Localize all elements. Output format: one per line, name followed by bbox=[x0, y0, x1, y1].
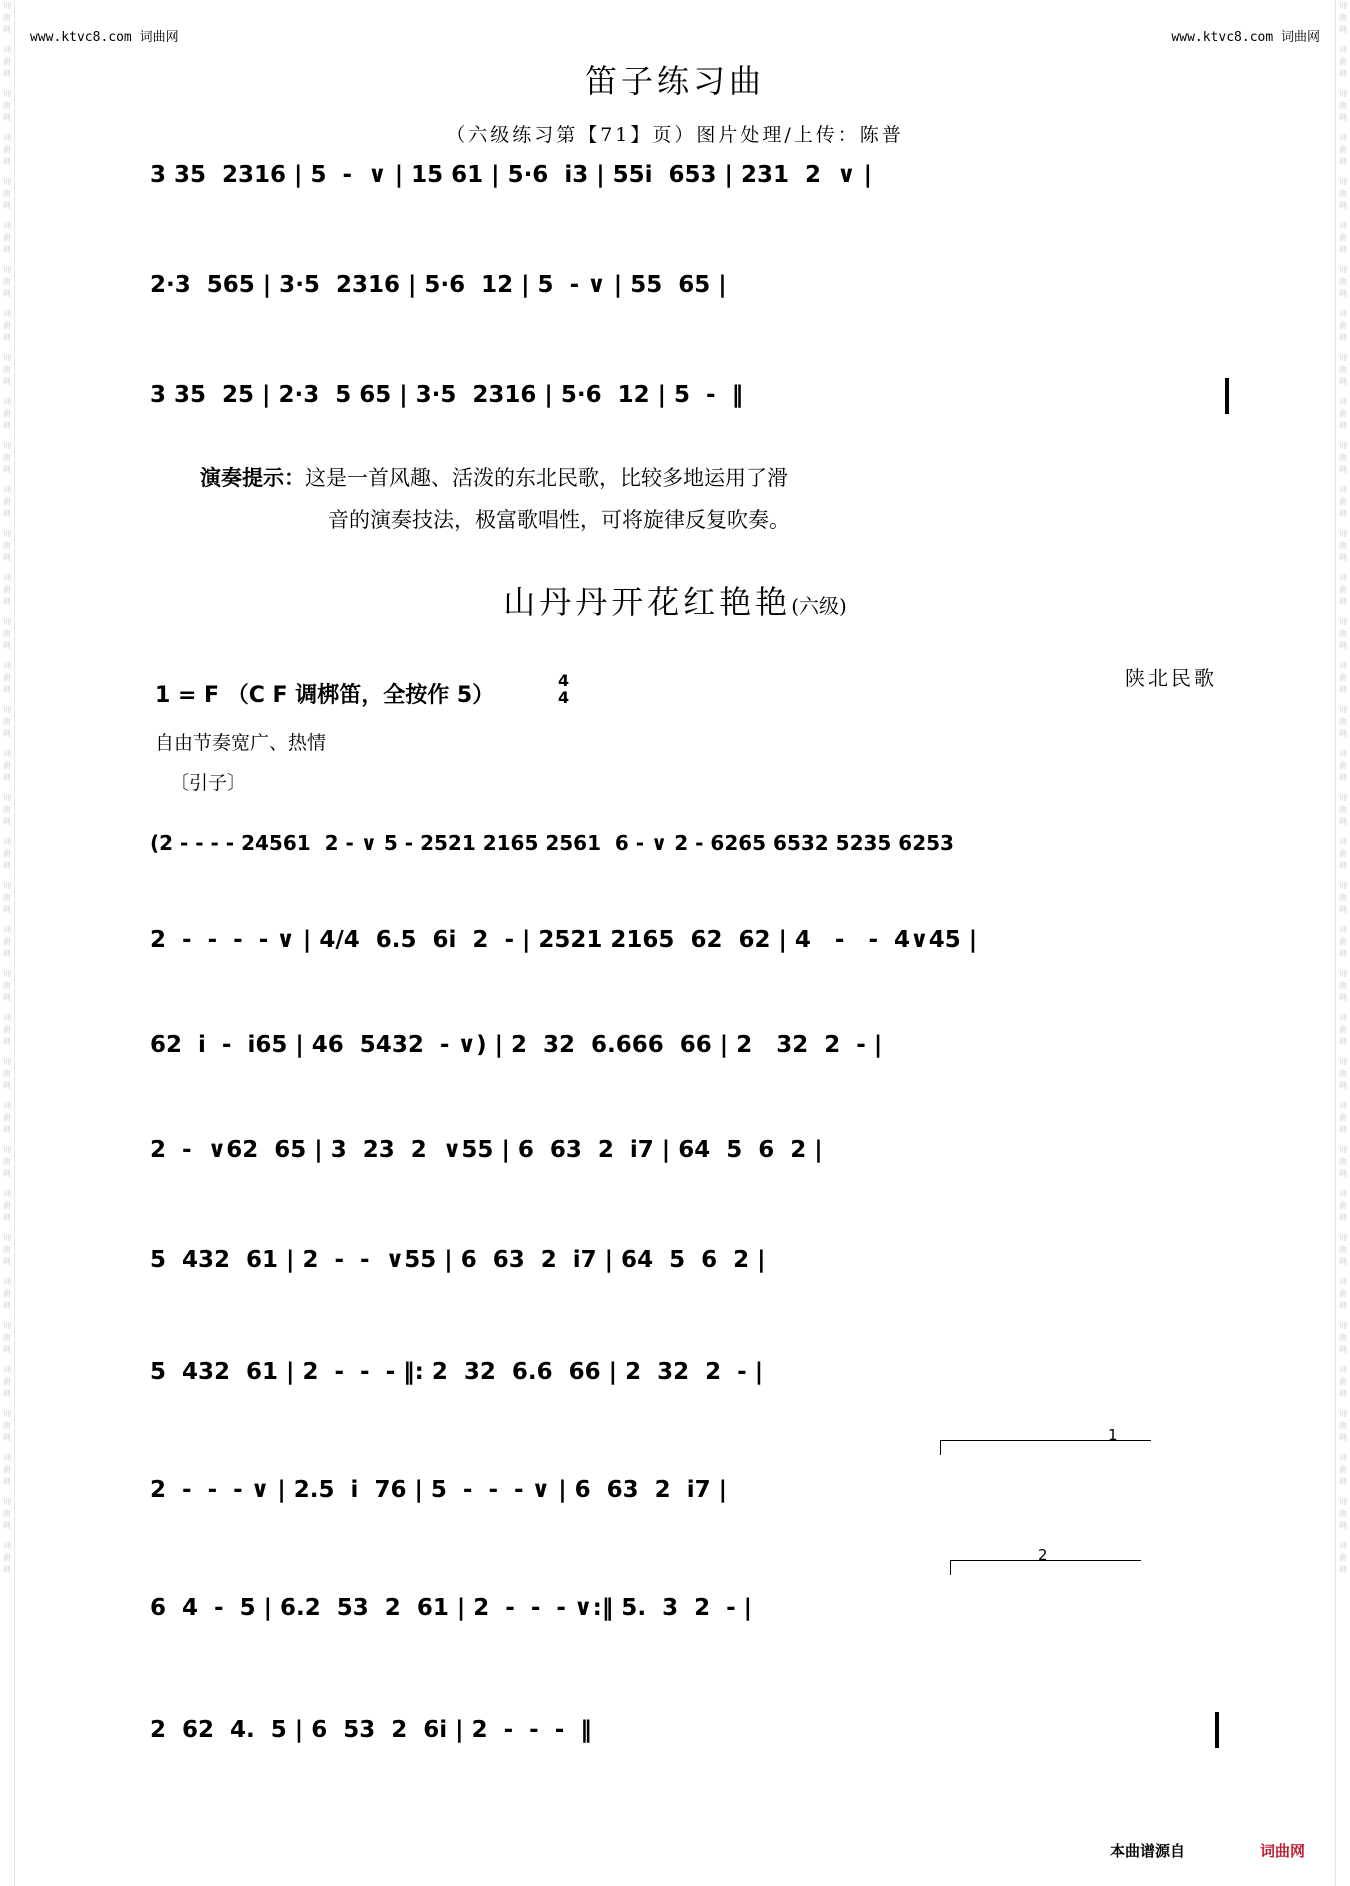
side-watermark-text: 词 曲 网 bbox=[3, 1145, 11, 1178]
side-watermark-text: 词 曲 网 bbox=[3, 1277, 11, 1310]
header-site-left: www.ktvc8.com 词曲网 bbox=[30, 30, 179, 45]
jianpu-notes: 5 432 61 | 2 - - ∨55 | 6 63 2 i7 | 64 5 6 2 | bbox=[150, 1247, 766, 1273]
piece2-staff-line-3 bbox=[150, 1025, 1225, 1065]
side-watermark-text: 词 曲 网 bbox=[3, 45, 11, 78]
side-watermark-text: 词 曲 网 bbox=[3, 1321, 11, 1354]
jianpu-notes: 2 - - - - ∨ | 4/4 6.5 6i 2 - | 2521 2165 62 62 | 4 - - 4∨45 | bbox=[150, 927, 978, 953]
tempo-marking: 自由节奏宽广、热情 bbox=[155, 732, 327, 754]
side-watermark-text: 词 曲 网 bbox=[1339, 1409, 1347, 1442]
section-label: 〔引子〕 bbox=[170, 772, 247, 794]
piece1-staff-line-1 bbox=[150, 155, 1225, 195]
header-site-right: www.ktvc8.com 词曲网 bbox=[1171, 30, 1320, 45]
footer-source-label: 本曲谱源自 bbox=[1110, 1842, 1186, 1860]
side-watermark-text: 词 曲 网 bbox=[1339, 969, 1347, 1002]
side-watermark-text: 词 曲 网 bbox=[1339, 1233, 1347, 1266]
final-barline bbox=[1225, 378, 1229, 414]
side-watermark-text: 词 曲 网 bbox=[3, 617, 11, 650]
side-watermark-text: 词 曲 网 bbox=[3, 1497, 11, 1530]
footer-site-name: 词曲网 bbox=[1260, 1842, 1306, 1860]
side-watermark-text: 词 曲 网 bbox=[1339, 265, 1347, 298]
side-watermark-text: 词 曲 网 bbox=[1339, 221, 1347, 254]
key-signature: 1 = F （C F 调梆笛，全按作 5） bbox=[155, 683, 495, 708]
side-watermark-text: 词 曲 网 bbox=[3, 705, 11, 738]
side-watermark-text: 词 曲 网 bbox=[3, 89, 11, 122]
side-watermark-text: 词 曲 网 bbox=[3, 969, 11, 1002]
left-watermark-strip bbox=[0, 0, 15, 1886]
side-watermark-text: 词 曲 网 bbox=[1339, 1189, 1347, 1222]
side-watermark-text: 词 曲 网 bbox=[3, 837, 11, 870]
jianpu-notes: 5 432 61 | 2 - - - ‖: 2 32 6.6 66 | 2 32 2 - | bbox=[150, 1359, 764, 1385]
side-watermark-text: 词 曲 网 bbox=[1339, 749, 1347, 782]
side-watermark-text: 词 曲 网 bbox=[3, 1057, 11, 1090]
side-watermark-text: 词 曲 网 bbox=[3, 133, 11, 166]
side-watermark-text: 词 曲 网 bbox=[3, 309, 11, 342]
piece1-subtitle: （六级练习第【71】页）图片处理/上传：陈普 bbox=[446, 124, 904, 146]
piece2-staff-line-9 bbox=[150, 1710, 1225, 1750]
performance-tip-label: 演奏提示： bbox=[200, 465, 305, 490]
side-watermark-text: 词 曲 网 bbox=[3, 1101, 11, 1134]
jianpu-notes: 6 4 - 5 | 6.2 53 2 61 | 2 - - - ∨:‖ 5. 3 2 - | bbox=[150, 1595, 753, 1621]
volta-1-label: 1 bbox=[1108, 1426, 1118, 1444]
side-watermark-text: 词 曲 网 bbox=[1339, 309, 1347, 342]
side-watermark-text: 词 曲 网 bbox=[1339, 397, 1347, 430]
side-watermark-text: 词 曲 网 bbox=[1339, 1365, 1347, 1398]
side-watermark-text: 词 曲 网 bbox=[3, 441, 11, 474]
side-watermark-text: 词 曲 网 bbox=[3, 1409, 11, 1442]
piece2-staff-line-7 bbox=[150, 1470, 1225, 1510]
side-watermark-text: 词 曲 网 bbox=[1339, 837, 1347, 870]
side-watermark-text: 词 曲 网 bbox=[3, 1233, 11, 1266]
side-watermark-text: 词 曲 网 bbox=[1339, 793, 1347, 826]
side-watermark-text: 词 曲 网 bbox=[1339, 881, 1347, 914]
side-watermark-text: 词 曲 网 bbox=[3, 1, 11, 34]
side-watermark-text: 词 曲 网 bbox=[1339, 177, 1347, 210]
side-watermark-text: 词 曲 网 bbox=[3, 1453, 11, 1486]
volta-2-label: 2 bbox=[1038, 1546, 1048, 1564]
jianpu-notes: 62 i - i65 | 46 5432 - ∨) | 2 32 6.666 66 | 2 32 2 - | bbox=[150, 1032, 883, 1058]
right-watermark-strip bbox=[1335, 0, 1350, 1886]
time-signature-top: 4 bbox=[558, 671, 570, 690]
side-watermark-text: 词 曲 网 bbox=[1339, 89, 1347, 122]
side-watermark-text: 词 曲 网 bbox=[3, 265, 11, 298]
piece2-title-text: 山丹丹开花红艳艳 bbox=[503, 583, 792, 621]
song-origin: 陕北民歌 bbox=[1125, 666, 1217, 690]
final-barline bbox=[1215, 1712, 1219, 1748]
piece2-title bbox=[0, 577, 1350, 623]
side-watermark-text: 词 曲 网 bbox=[1339, 617, 1347, 650]
side-watermark-text: 词 曲 网 bbox=[1339, 661, 1347, 694]
side-watermark-text: 词 曲 网 bbox=[3, 1541, 11, 1574]
piece1-staff-line-3 bbox=[150, 375, 1225, 415]
side-watermark-text: 词 曲 网 bbox=[3, 353, 11, 386]
performance-tip-text-2: 音的演奏技法，极富歌唱性，可将旋律反复吹奏。 bbox=[328, 508, 790, 532]
side-watermark-text: 词 曲 网 bbox=[1339, 1497, 1347, 1530]
side-watermark-text: 词 曲 网 bbox=[3, 1365, 11, 1398]
side-watermark-text: 词 曲 网 bbox=[1339, 529, 1347, 562]
side-watermark-text: 词 曲 网 bbox=[1339, 45, 1347, 78]
piece1-staff-line-2 bbox=[150, 265, 1225, 305]
side-watermark-text: 词 曲 网 bbox=[3, 1013, 11, 1046]
piece1-title: 笛子练习曲 bbox=[584, 62, 765, 100]
piece2-staff-line-1 bbox=[150, 823, 1225, 863]
side-watermark-text: 词 曲 网 bbox=[1339, 1013, 1347, 1046]
time-signature bbox=[558, 672, 569, 706]
side-watermark-text: 词 曲 网 bbox=[1339, 1145, 1347, 1178]
side-watermark-text: 词 曲 网 bbox=[1339, 1057, 1347, 1090]
side-watermark-text: 词 曲 网 bbox=[3, 793, 11, 826]
side-watermark-text: 词 曲 网 bbox=[3, 177, 11, 210]
side-watermark-text: 词 曲 网 bbox=[1339, 485, 1347, 518]
piece2-staff-line-2 bbox=[150, 920, 1225, 960]
side-watermark-text: 词 曲 网 bbox=[1339, 133, 1347, 166]
performance-tip-text-1: 这是一首风趣、活泼的东北民歌，比较多地运用了滑 bbox=[305, 466, 788, 490]
side-watermark-text: 词 曲 网 bbox=[3, 881, 11, 914]
side-watermark-text: 词 曲 网 bbox=[1339, 1541, 1347, 1574]
side-watermark-text: 词 曲 网 bbox=[3, 485, 11, 518]
jianpu-notes: 2 - - - ∨ | 2.5 i 76 | 5 - - - ∨ | 6 63 2 i7 | bbox=[150, 1477, 727, 1503]
side-watermark-text: 词 曲 网 bbox=[1339, 925, 1347, 958]
side-watermark-text: 词 曲 网 bbox=[1339, 1101, 1347, 1134]
jianpu-notes: 2 - ∨62 65 | 3 23 2 ∨55 | 6 63 2 i7 | 64 5 6 2 | bbox=[150, 1137, 823, 1163]
piece2-staff-line-8 bbox=[150, 1588, 1225, 1628]
piece2-staff-line-4 bbox=[150, 1130, 1225, 1170]
side-watermark-text: 词 曲 网 bbox=[3, 573, 11, 606]
side-watermark-text: 词 曲 网 bbox=[1339, 441, 1347, 474]
side-watermark-text: 词 曲 网 bbox=[1339, 1, 1347, 34]
side-watermark-text: 词 曲 网 bbox=[1339, 1321, 1347, 1354]
side-watermark-text: 词 曲 网 bbox=[3, 661, 11, 694]
volta-bracket-1 bbox=[940, 1440, 1151, 1455]
jianpu-notes: 2·3 565 | 3·5 2316 | 5·6 12 | 5 - ∨ | 55 65 | bbox=[150, 272, 727, 298]
piece2-staff-line-6 bbox=[150, 1352, 1225, 1392]
side-watermark-text: 词 曲 网 bbox=[1339, 1277, 1347, 1310]
side-watermark-text: 词 曲 网 bbox=[3, 925, 11, 958]
side-watermark-text: 词 曲 网 bbox=[3, 529, 11, 562]
side-watermark-text: 词 曲 网 bbox=[3, 1189, 11, 1222]
performance-tip bbox=[200, 462, 788, 492]
jianpu-notes: 3 35 25 | 2·3 5 65 | 3·5 2316 | 5·6 12 | 5 - ‖ bbox=[150, 382, 744, 408]
side-watermark-text: 词 曲 网 bbox=[1339, 705, 1347, 738]
side-watermark-text: 词 曲 网 bbox=[3, 221, 11, 254]
jianpu-notes: 2 62 4. 5 | 6 53 2 6i | 2 - - - ‖ bbox=[150, 1717, 592, 1743]
side-watermark-text: 词 曲 网 bbox=[3, 397, 11, 430]
jianpu-notes: 3 35 2316 | 5 - ∨ | 15 61 | 5·6 i3 | 55i 653 | 231 2 ∨ | bbox=[150, 162, 873, 188]
side-watermark-text: 词 曲 网 bbox=[1339, 353, 1347, 386]
side-watermark-text: 词 曲 网 bbox=[1339, 1453, 1347, 1486]
time-signature-bottom: 4 bbox=[558, 688, 570, 707]
jianpu-notes: (2 - - - - 24561 2 - ∨ 5 - 2521 2165 2561 6 - ∨ 2 - 6265 6532 5235 6253 bbox=[150, 831, 954, 855]
side-watermark-text: 词 曲 网 bbox=[1339, 573, 1347, 606]
side-watermark-text: 词 曲 网 bbox=[3, 749, 11, 782]
piece2-grade: (六级) bbox=[791, 594, 847, 618]
piece2-staff-line-5 bbox=[150, 1240, 1225, 1280]
